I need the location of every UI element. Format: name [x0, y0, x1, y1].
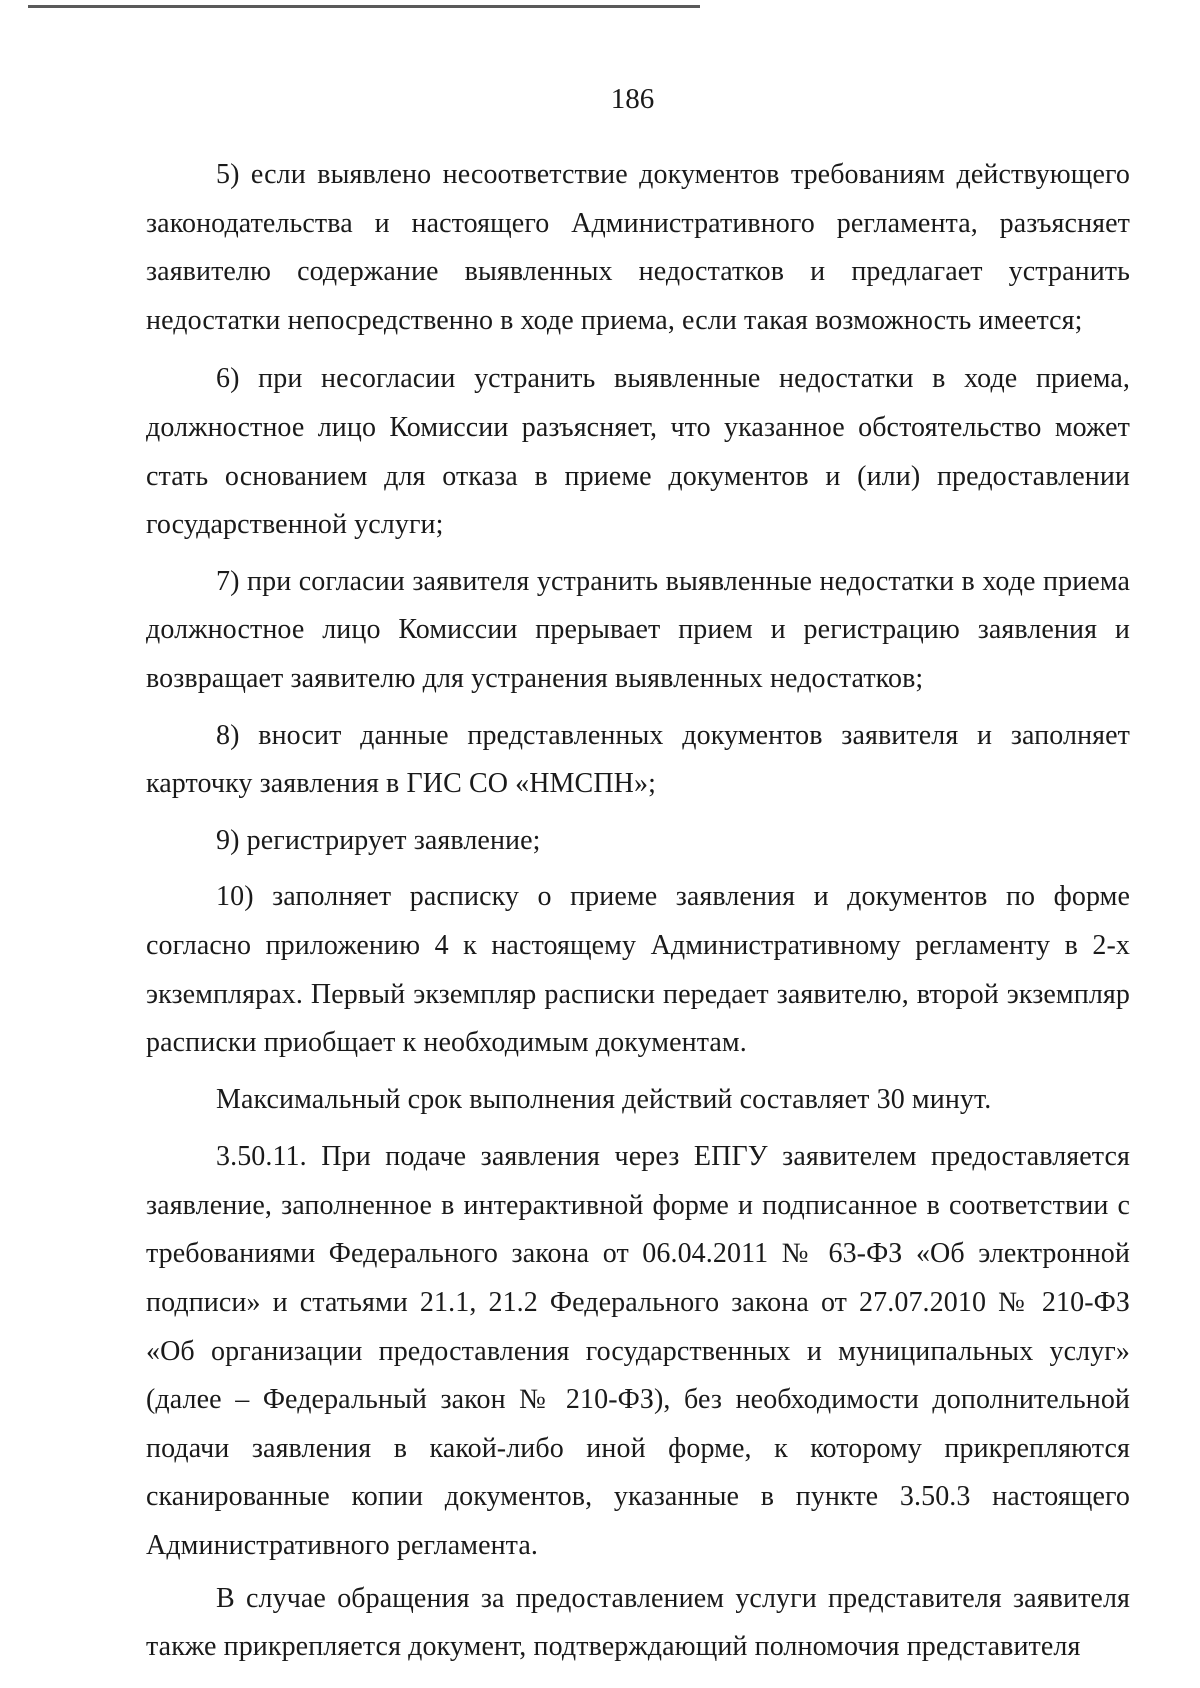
paragraph-representative: В случае обращения за предоставлением услуги представителя заявителя также прикрепляется документ, подтверждающий полномочия представителя [146, 1582, 1130, 1663]
paragraph-item-6: 6) при несогласии устранить выявленные недостатки в ходе приема, должностное лицо Комиссии разъясняет, что указанное обстоятельство может стать основанием для отказа в приеме документов и (или) предоставлении государственной услуги; [146, 363, 1130, 541]
paragraph-item-7: 7) при согласии заявителя устранить выявленные недостатки в ходе приема должностное лицо Комиссии прерывает прием и регистрацию заявления и возвращает заявителю для устранения выявленных недостатков; [146, 565, 1130, 694]
page-number: 186 [610, 83, 655, 115]
paragraph-item-10: 10) заполняет расписку о приеме заявления и документов по форме согласно приложению 4 к настоящему Административному регламенту в 2-х экземплярах. Первый экземпляр расписки передает заявителю, второй экземпляр расписки приобщает к необходимым документам. [146, 881, 1130, 1059]
paragraph-3-50-11: 3.50.11. При подаче заявления через ЕПГУ заявителем предоставляется заявление, заполненное в интерактивной форме и подписанное в соответствии с требованиями Федерального закона от 06.04.2011 № 63-ФЗ «Об электронной подписи» и статьями 21.1, 21.2 Федерального закона от 27.07.2010 № 210-ФЗ «Об организации предоставления государственных и муниципальных услуг» (далее – Федеральный закон № 210-ФЗ), без необходимости дополнительной подачи заявления в какой-либо иной форме, к которому прикрепляются сканированные копии документов, указанные в пункте 3.50.3 настоящего Административного регламента. [146, 1141, 1130, 1562]
paragraph-max-time: Максимальный срок выполнения действий составляет 30 минут. [216, 1083, 992, 1115]
paragraph-item-8: 8) вносит данные представленных документов заявителя и заполняет карточку заявления в ГИС СО «НМСПН»; [146, 719, 1130, 800]
paragraph-item-9: 9) регистрирует заявление; [216, 824, 541, 856]
document-body [146, 151, 1130, 1688]
paragraph-item-5: 5) если выявлено несоответствие документов требованиям действующего законодательства и настоящего Административного регламента, разъясняет заявителю содержание выявленных недостатков и предлагает устранить недостатки непосредственно в ходе приема, если такая возможность имеется; [146, 159, 1130, 336]
